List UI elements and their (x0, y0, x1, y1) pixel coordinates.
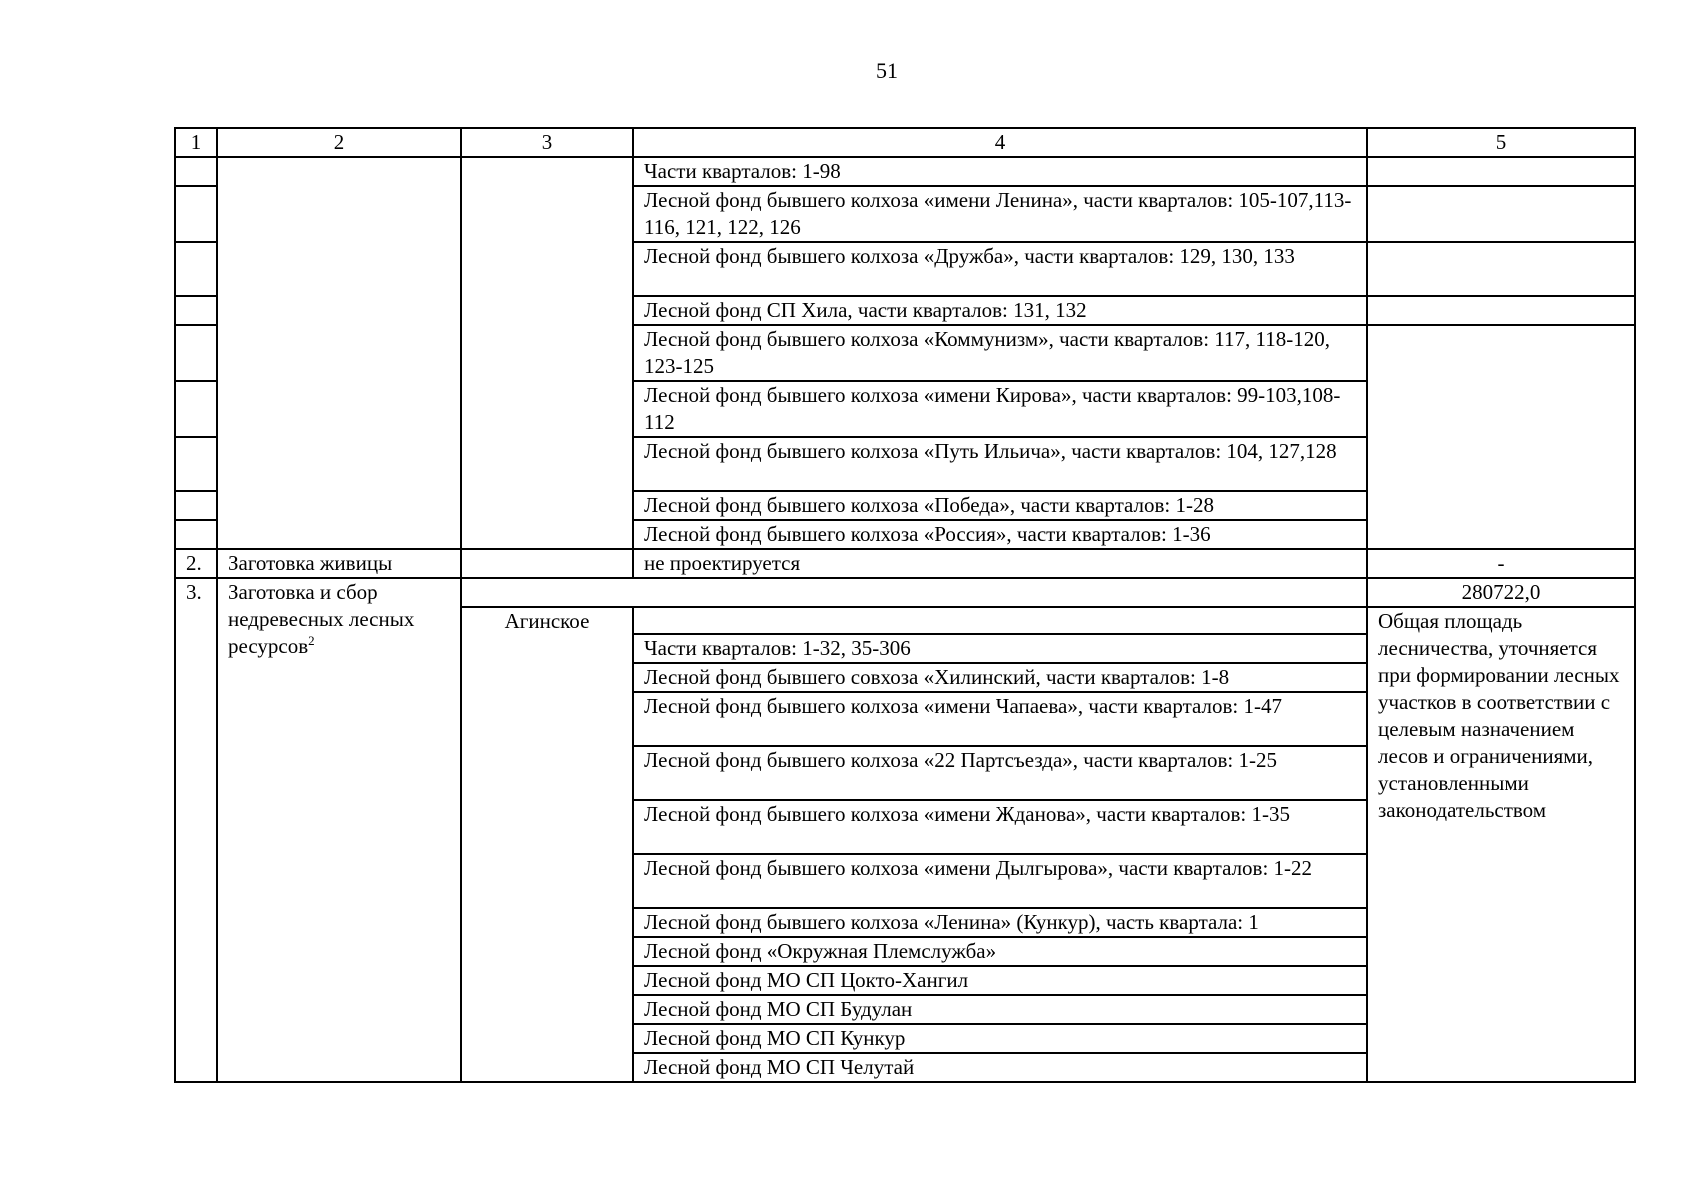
quarters-cell: Лесной фонд бывшего колхоза «имени Ленина», части кварталов: 105-107,113-116, 121, 122, 126 (633, 186, 1367, 242)
quarters-cell: Лесной фонд бывшего колхоза «Россия», части кварталов: 1-36 (633, 520, 1367, 549)
quarters-cell: Лесной фонд бывшего колхоза «имени Чапаева», части кварталов: 1-47 (633, 692, 1367, 746)
num-cell (175, 296, 217, 325)
total-area-cell: 280722,0 (1367, 578, 1635, 607)
activity-cell (217, 578, 461, 1082)
page-number: 51 (876, 58, 898, 83)
quarters-cell: Лесной фонд бывшего колхоза «имени Жданова», части кварталов: 1-35 (633, 800, 1367, 854)
footnote-mark: 2 (308, 633, 315, 648)
num-cell (175, 242, 217, 296)
forestry-cell (461, 549, 633, 578)
quarters-cell: Лесной фонд МО СП Челутай (633, 1053, 1367, 1082)
quarters-cell: Лесной фонд бывшего колхоза «имени Кирова», части кварталов: 99-103,108-112 (633, 381, 1367, 437)
num-cell (175, 491, 217, 520)
quarters-cell: Лесной фонд бывшего совхоза «Хилинский, части кварталов: 1-8 (633, 663, 1367, 692)
quarters-cell: Лесной фонд МО СП Кункур (633, 1024, 1367, 1053)
table-row (175, 157, 1635, 186)
quarters-cell: Лесной фонд бывшего колхоза «Дружба», части кварталов: 129, 130, 133 (633, 242, 1367, 296)
area-cell (1367, 157, 1635, 186)
total-label-cell (461, 578, 1367, 607)
num-cell (175, 157, 217, 186)
num-cell (175, 186, 217, 242)
quarters-cell: Лесной фонд бывшего колхоза «Коммунизм», части кварталов: 117, 118-120, 123-125 (633, 325, 1367, 381)
quarters-cell: Части кварталов: 1-32, 35-306 (633, 634, 1367, 663)
table-row (175, 549, 1635, 578)
quarters-cell: Лесной фонд бывшего колхоза «Ленина» (Кункур), часть квартала: 1 (633, 908, 1367, 937)
quarters-cell: Лесной фонд бывшего колхоза «имени Дылгырова», части кварталов: 1-22 (633, 854, 1367, 908)
quarters-cell: Лесной фонд СП Хила, части кварталов: 131, 132 (633, 296, 1367, 325)
num-cell (175, 325, 217, 381)
quarters-cell: Лесной фонд МО СП Будулан (633, 995, 1367, 1024)
note-cell: Общая площадь лесничества, уточняется при формировании лесных участков в соответствии с целевым назначением лесов и ограничениями, установленными законодательством (1367, 607, 1635, 1082)
quarters-cell: Лесной фонд бывшего колхоза «Путь Ильича», части кварталов: 104, 127,128 (633, 437, 1367, 491)
header-cell-2: 2 (217, 128, 461, 157)
area-cell: - (1367, 549, 1635, 578)
forest-resources-table (174, 127, 1636, 1083)
quarters-cell: Лесной фонд МО СП Цокто-Хангил (633, 966, 1367, 995)
area-cell (1367, 325, 1635, 549)
quarters-cell: Лесной фонд бывшего колхоза «22 Партсъезда», части кварталов: 1-25 (633, 746, 1367, 800)
num-cell (175, 437, 217, 491)
area-cell (1367, 242, 1635, 296)
forestry-cell: Агинское (461, 607, 633, 1082)
table-row (175, 578, 1635, 607)
header-row (175, 128, 1635, 157)
header-cell-5: 5 (1367, 128, 1635, 157)
num-cell: 2. (175, 549, 217, 578)
num-cell: 3. (175, 578, 217, 1082)
activity-cell (217, 157, 461, 549)
quarters-cell: Лесной фонд бывшего колхоза «Победа», части кварталов: 1-28 (633, 491, 1367, 520)
num-cell (175, 381, 217, 437)
header-cell-1: 1 (175, 128, 217, 157)
quarters-cell (633, 607, 1367, 634)
header-cell-4: 4 (633, 128, 1367, 157)
num-cell (175, 520, 217, 549)
quarters-cell: Части кварталов: 1-98 (633, 157, 1367, 186)
area-cell (1367, 296, 1635, 325)
area-cell (1367, 186, 1635, 242)
activity-name: Заготовка и сбор недревесных лесных ресурсов (228, 580, 415, 658)
activity-cell: Заготовка живицы (217, 549, 461, 578)
header-cell-3: 3 (461, 128, 633, 157)
forestry-cell (461, 157, 633, 549)
quarters-cell: Лесной фонд «Окружная Племслужба» (633, 937, 1367, 966)
quarters-cell: не проектируется (633, 549, 1367, 578)
